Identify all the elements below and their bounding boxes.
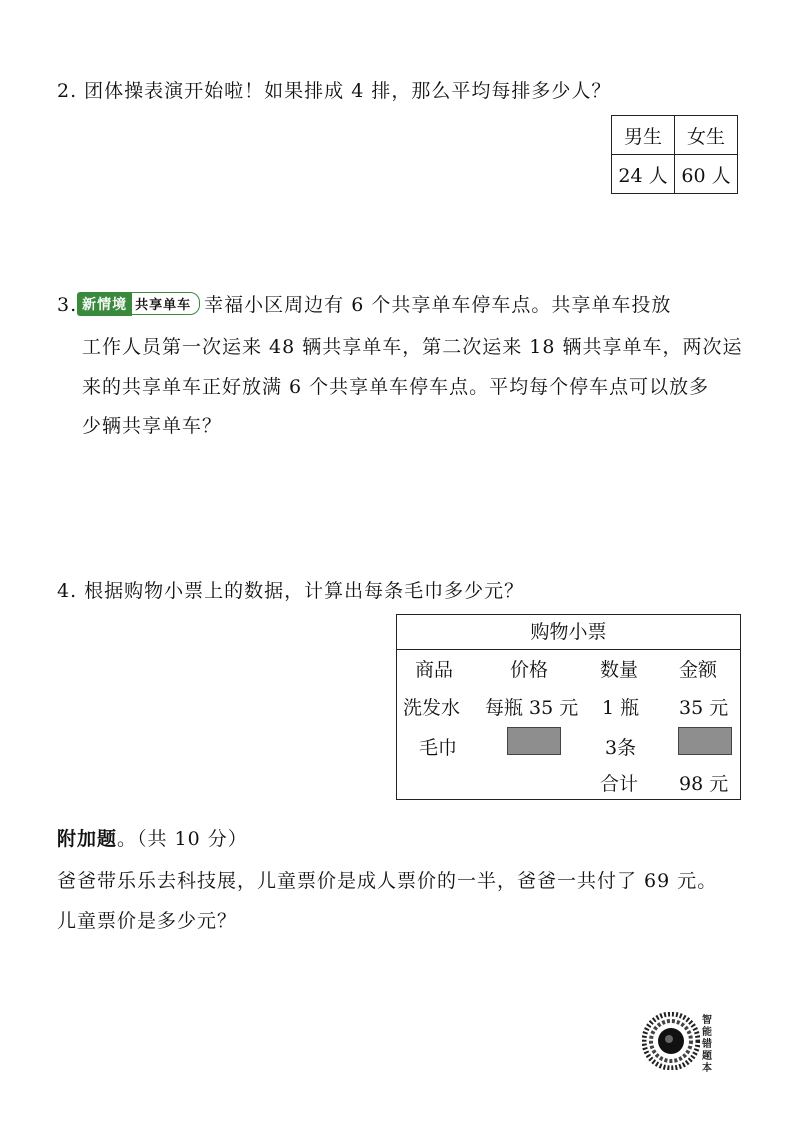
new-situation-tag: 新情境 [77, 292, 132, 316]
question-3-line-1 [57, 290, 671, 317]
row1-amount: 35 元 [679, 697, 729, 719]
col-item: 商品 [415, 659, 454, 681]
bonus-line-1: 爸爸带乐乐去科技展，儿童票价是成人票价的一半，爸爸一共付了 69 元。 [57, 870, 718, 892]
masked-price-box [507, 727, 561, 755]
shopping-receipt [396, 614, 741, 800]
question-3-line-4: 少辆共享单车？ [82, 415, 223, 437]
receipt-title: 购物小票 [397, 615, 740, 650]
bonus-heading [57, 824, 248, 851]
row2-qty: 3条 [605, 737, 637, 759]
row1-item: 洗发水 [403, 697, 461, 719]
col-amount: 金额 [679, 659, 718, 681]
bonus-line-2: 儿童票价是多少元？ [57, 910, 238, 932]
question-3-line-3: 来的共享单车正好放满 6 个共享单车停车点。平均每个停车点可以放多 [82, 376, 710, 398]
qr-code-icon [642, 1012, 700, 1074]
masked-amount-box [678, 727, 732, 755]
col-qty: 数量 [600, 659, 639, 681]
question-2-text: 2. 团体操表演开始啦！如果排成 4 排，那么平均每排多少人？ [57, 80, 612, 102]
total-label: 合计 [600, 773, 639, 795]
question-4-text: 4. 根据购物小票上的数据，计算出每条毛巾多少元？ [57, 580, 525, 602]
col-price: 价格 [510, 659, 549, 681]
brand-text: 智能错题本 [702, 1015, 712, 1074]
question-3-text-1: 幸福小区周边有 6 个共享单车停车点。共享单车投放 [204, 294, 672, 316]
row2-item: 毛巾 [419, 737, 458, 759]
shared-bike-tag: 共享单车 [129, 292, 200, 315]
bonus-score: 。（共 10 分） [117, 828, 248, 850]
question-3-line-2: 工作人员第一次运来 48 辆共享单车，第二次运来 18 辆共享单车，两次运 [82, 336, 743, 358]
value-boys: 24 人 [612, 155, 675, 194]
row1-price: 每瓶 35 元 [485, 697, 579, 719]
header-girls: 女生 [675, 116, 738, 155]
header-boys: 男生 [612, 116, 675, 155]
bonus-title: 附加题 [57, 828, 118, 850]
gender-count-table [611, 115, 738, 194]
total-value: 98 元 [679, 773, 729, 795]
value-girls: 60 人 [675, 155, 738, 194]
question-3-number: 3. [57, 294, 78, 316]
row1-qty: 1 瓶 [602, 697, 640, 719]
